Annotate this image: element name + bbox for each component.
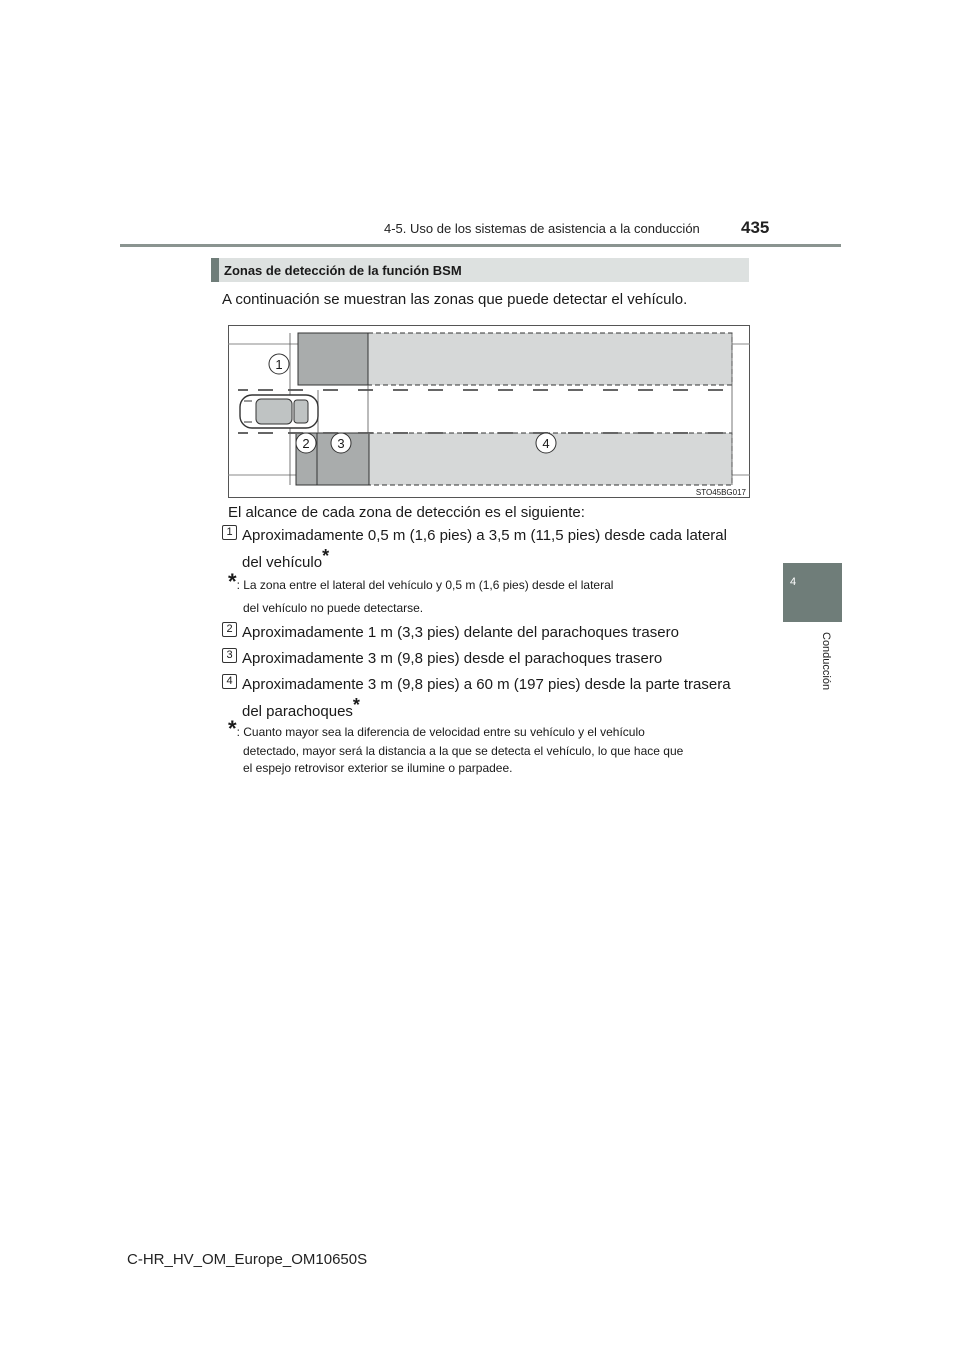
item-3-text: Aproximadamente 3 m (9,8 pies) desde el parachoques trasero bbox=[242, 650, 663, 667]
item-number-3: 3 bbox=[222, 648, 237, 663]
diagram-image-code: STO45BG017 bbox=[695, 488, 746, 497]
chapter-label: Conducción bbox=[820, 632, 832, 691]
item-4-note-star: * bbox=[228, 716, 237, 741]
item-1-text-line2: del vehículo bbox=[242, 554, 323, 571]
item-1-text-line1: Aproximadamente 0,5 m (1,6 pies) a 3,5 m (11,5 pies) desde cada lateral bbox=[242, 527, 727, 544]
header-section-path: 4-5. Uso de los sistemas de asistencia a la conducción bbox=[384, 221, 700, 236]
chapter-number: 4 bbox=[790, 576, 797, 588]
page-number: 435 bbox=[741, 218, 770, 237]
bsm-detection-zones-diagram bbox=[228, 325, 750, 498]
section-intro: A continuación se muestran las zonas que puede detectar el vehículo. bbox=[222, 291, 688, 308]
chapter-tab bbox=[783, 563, 842, 622]
item-1-note-line1-wrap bbox=[228, 569, 614, 594]
item-4-note-line1: : Cuanto mayor sea la diferencia de velocidad entre su vehículo y el vehículo bbox=[236, 725, 645, 739]
item-1-text-line2-wrap bbox=[242, 546, 329, 573]
footer-doc-code: C-HR_HV_OM_Europe_OM10650S bbox=[127, 1251, 368, 1268]
item-4-note-line2: detectado, mayor será la distancia a la que se detecta el vehículo, lo que hace que bbox=[243, 744, 684, 758]
item-4-text-line2: del parachoques bbox=[242, 703, 353, 720]
item-4-text-line2-wrap bbox=[242, 695, 360, 722]
diagram-callout-2: 2 bbox=[302, 436, 310, 451]
section-title: Zonas de detección de la función BSM bbox=[224, 263, 462, 278]
item-2-text: Aproximadamente 1 m (3,3 pies) delante del parachoques trasero bbox=[242, 624, 679, 641]
item-1-note-line1: : La zona entre el lateral del vehículo y 0,5 m (1,6 pies) desde el lateral bbox=[236, 578, 614, 592]
ranges-intro: El alcance de cada zona de detección es el siguiente: bbox=[228, 504, 585, 521]
item-1-note-line2: del vehículo no puede detectarse. bbox=[243, 601, 424, 615]
item-4-star: * bbox=[352, 695, 360, 715]
item-4-note-line1-wrap bbox=[228, 716, 748, 741]
zone-1-rear-section bbox=[298, 333, 368, 385]
item-number-1: 1 bbox=[222, 525, 237, 540]
section-title-accent bbox=[211, 258, 219, 282]
item-number-2: 2 bbox=[222, 622, 237, 637]
diagram-callout-3: 3 bbox=[337, 436, 345, 451]
item-4-text-line1: Aproximadamente 3 m (9,8 pies) a 60 m (197 pies) desde la parte trasera bbox=[242, 676, 731, 693]
diagram-callout-1: 1 bbox=[275, 357, 283, 372]
header-rule bbox=[120, 244, 841, 247]
item-number-4: 4 bbox=[222, 674, 237, 689]
item-1-note-star: * bbox=[228, 569, 237, 594]
item-1-star: * bbox=[322, 546, 330, 566]
car-top-view-icon bbox=[240, 395, 318, 428]
diagram-callout-4: 4 bbox=[542, 436, 550, 451]
item-4-note-line3: el espejo retrovisor exterior se ilumine o parpadee. bbox=[243, 761, 513, 775]
